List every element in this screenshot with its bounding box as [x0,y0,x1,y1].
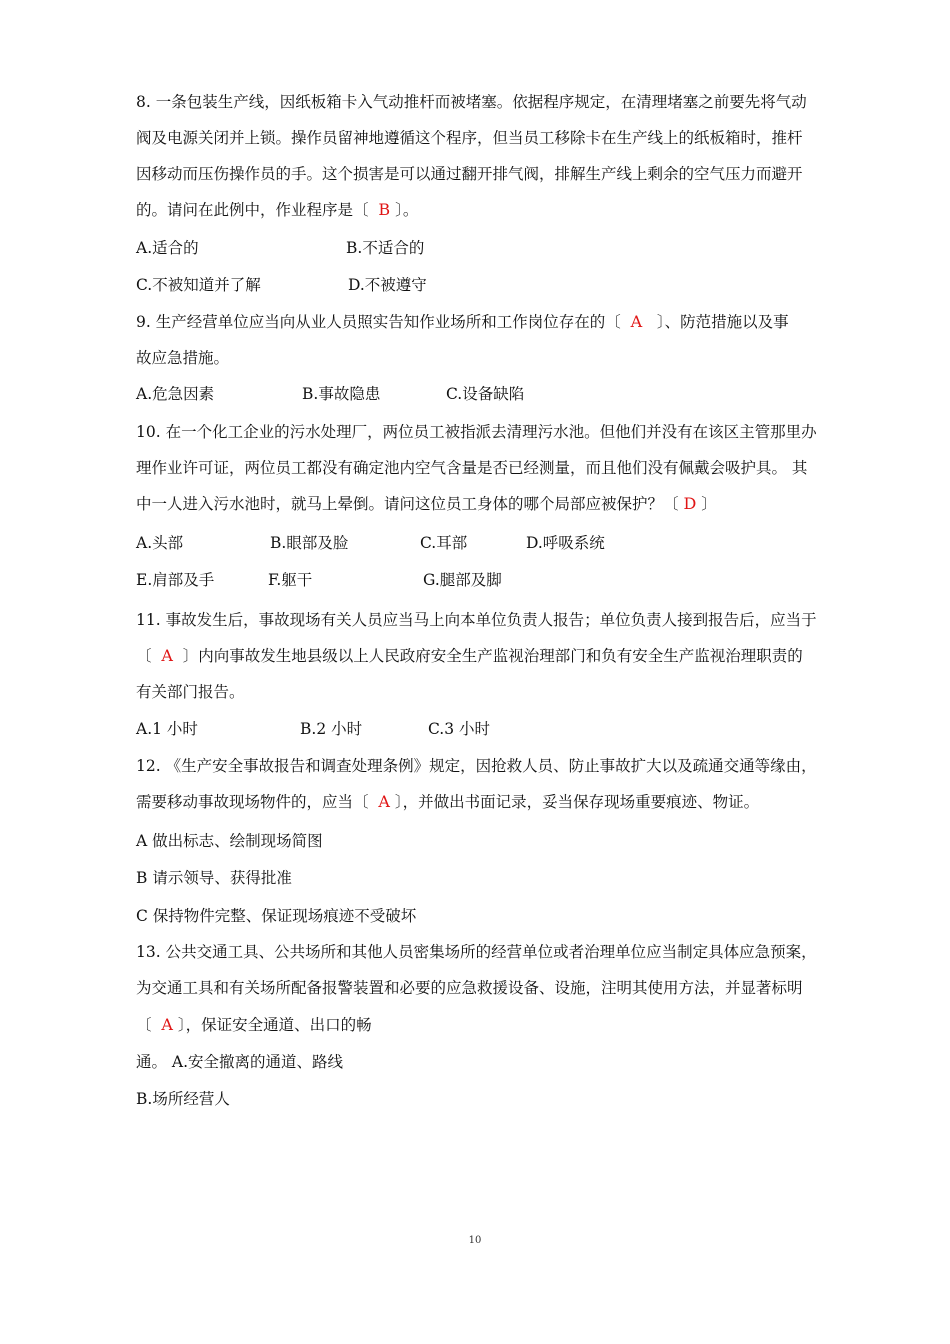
q9-option-a: A.危急因素 [136,385,215,403]
q12-option-a: A 做出标志、绘制现场简图 [136,832,323,850]
q8-stem-text: 的。请问在此例中，作业程序是〔 [136,201,369,219]
q10-option-c: C.耳部 [420,534,468,552]
q8-option-b: B.不适合的 [346,239,425,257]
q10-option-d: D.呼吸系统 [526,534,605,552]
q11-bracket-open: 〔 [136,647,152,665]
q13-answer: A [161,1015,173,1034]
q11-answer: A [161,646,173,665]
q8-stem-end: 〕。 [395,201,419,219]
q8-line-2: 阀及电源关闭并上锁。操作员留神地遵循这个程序，但当员工移除卡在生产线上的纸板箱时，推杆 [136,129,803,147]
q10-answer: D [683,494,697,513]
q8-line-4 [136,200,418,220]
q11-option-c: C.3 小时 [428,720,491,738]
q13-line-5: B.场所经营人 [136,1090,230,1108]
q9-stem-end: 〕、防范措施以及事 [656,313,789,331]
q10-option-g: G.腿部及脚 [423,571,502,589]
q10-option-a: A.头部 [136,534,184,552]
q13-line-3 [136,1015,372,1035]
q8-option-d: D.不被遵守 [348,276,427,294]
q8-line-3: 因移动而压伤操作员的手。这个损害是可以通过翻开排气阀，排解生产线上剩余的空气压力而避开 [136,165,803,183]
q10-line-1: 10. 在一个化工企业的污水处理厂，两位员工被指派去清理污水池。但他们并没有在该区主管那里办 [136,423,817,441]
q10-option-f: F.躯干 [268,571,313,589]
q8-answer: B [378,200,391,219]
q11-option-b: B.2 小时 [300,720,363,738]
q12-stem-text: 需要移动事故现场物件的，应当〔 [136,793,369,811]
q11-line-2 [136,646,803,666]
q9-option-c: C.设备缺陷 [446,385,525,403]
q10-stem-text: 中一人进入污水池时，就马上晕倒。请问这位员工身体的哪个局部应被保护？〔 [136,495,679,513]
q10-line-3 [136,494,717,514]
q13-stem-end: 〕，保证安全通道、出口的畅 [177,1016,372,1034]
q12-option-b: B 请示领导、获得批准 [136,869,292,887]
q9-line-1 [136,312,789,332]
q8-line-1: 8. 一条包装生产线，因纸板箱卡入气动推杆而被堵塞。依据程序规定，在清理堵塞之前要先将气动 [136,93,807,111]
q11-line-1: 11. 事故发生后，事故现场有关人员应当马上向本单位负责人报告；单位负责人接到报告后，应当于 [136,611,817,629]
q13-bracket-open: 〔 [136,1016,152,1034]
q13-line-1: 13. 公共交通工具、公共场所和其他人员密集场所的经营单位或者治理单位应当制定具体应急预案， [136,943,817,961]
q11-option-a: A.1 小时 [136,720,198,738]
q12-stem-end: 〕，并做出书面记录，妥当保存现场重要痕迹、物证。 [394,793,760,811]
q12-answer: A [378,792,390,811]
q12-line-1: 12. 《生产安全事故报告和调查处理条例》规定，因抢救人员、防止事故扩大以及疏通交通等缘由， [136,757,817,775]
q12-line-2 [136,792,759,812]
q9-line-2: 故应急措施。 [136,349,230,367]
q11-line-3: 有关部门报告。 [136,683,245,701]
q10-option-b: B.眼部及脸 [270,534,349,552]
q8-option-c: C.不被知道并了解 [136,276,261,294]
q10-line-2: 理作业许可证，两位员工都没有确定池内空气含量是否已经测量，而且他们没有佩戴会吸护具。 其 [136,459,808,477]
q9-answer: A [630,312,643,331]
q12-option-c: C 保持物件完整、保证现场痕迹不受破坏 [136,907,417,925]
page-number: 10 [468,1235,482,1246]
q13-line-2: 为交通工具和有关场所配备报警装置和必要的应急救援设备、设施，注明其使用方法，并显著标明 [136,979,803,997]
q11-stem-end: 〕内向事故发生地县级以上人民政府安全生产监视治理部门和负有安全生产监视治理职责的 [182,647,803,665]
q10-option-e: E.肩部及手 [136,571,215,589]
q9-stem-text: 9. 生产经营单位应当向从业人员照实告知作业场所和工作岗位存在的〔 [136,313,621,331]
q13-line-4: 通。 A.安全撤离的通道、路线 [136,1053,344,1071]
q10-stem-end: 〕 [701,495,717,513]
q8-option-a: A.适合的 [136,239,199,257]
q9-option-b: B.事故隐患 [302,385,381,403]
